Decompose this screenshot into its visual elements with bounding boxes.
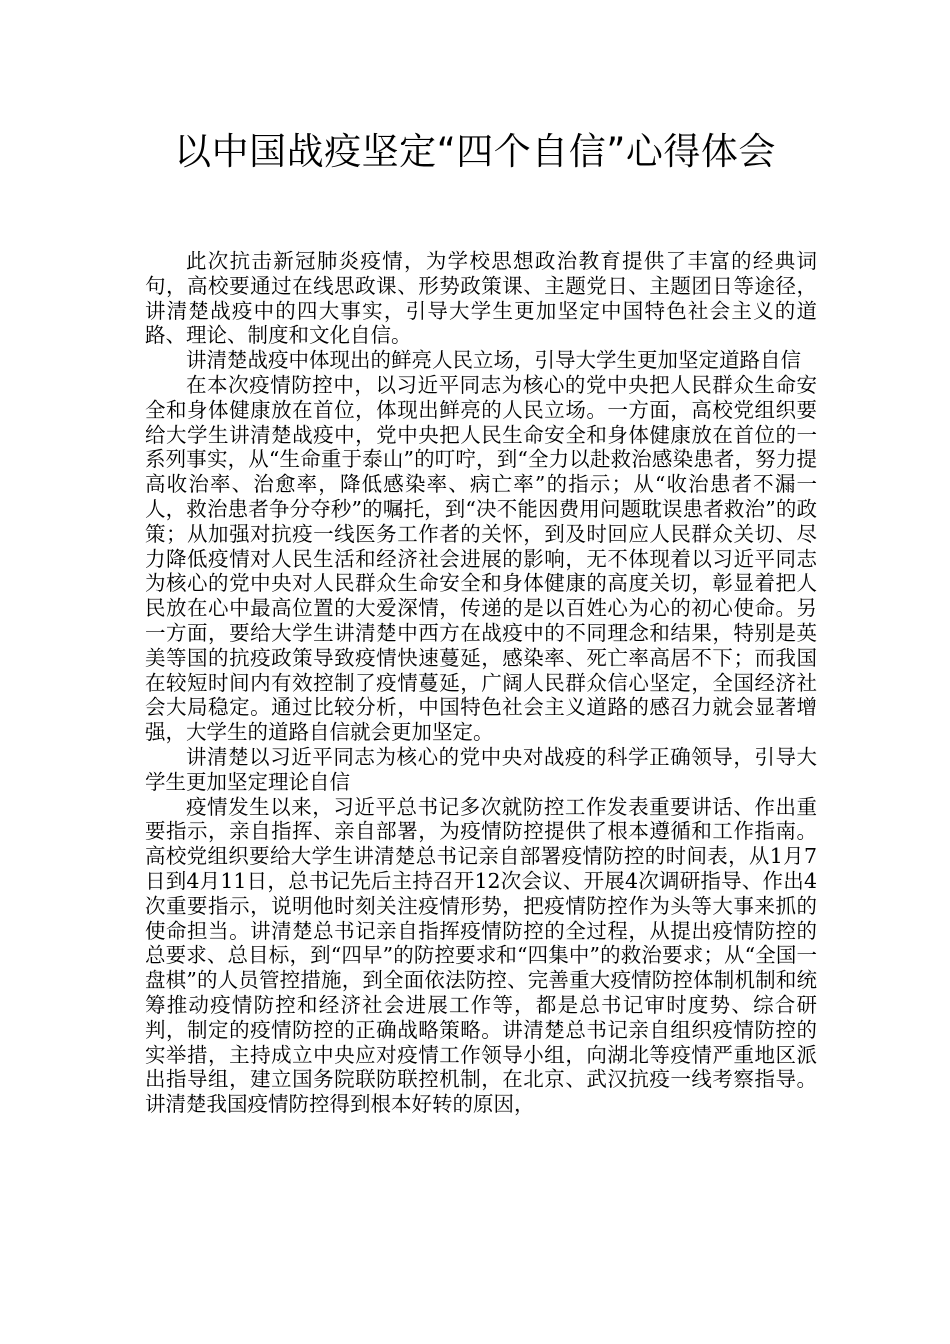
document-title: 以中国战疫坚定“四个自信”心得体会: [174, 130, 776, 173]
document-body: [145, 249, 817, 1117]
paragraph-intro: 此次抗击新冠肺炎疫情，为学校思想政治教育提供了丰富的经典词句，高校要通过在线思政课、形势政策课、主题党日、主题团日等途径，讲清楚战疫中的四大事实，引导大学生更加坚定中国特色社会主义的道路、理论、制度和文化自信。: [145, 249, 817, 348]
paragraph-people-stance: 在本次疫情防控中，以习近平同志为核心的党中央把人民群众生命安全和身体健康放在首位，体现出鲜亮的人民立场。一方面，高校党组织要给大学生讲清楚战疫中，党中央把人民生命安全和身体健康放在首位的一系列事实，从“生命重于泰山”的叮咛，到“全力以赴救治感染患者，努力提高收治率、治愈率，降低感染率、病亡率”的指示；从“收治患者不漏一人，救治患者争分夺秒”的嘱托，到“决不能因费用问题耽误患者救治”的政策；从加强对抗疫一线医务工作者的关怀，到及时回应人民群众关切、尽力降低疫情对人民生活和经济社会进展的影响，无不体现着以习近平同志为核心的党中央对人民群众生命安全和身体健康的高度关切，彰显着把人民放在心中最高位置的大爱深情，传递的是以百姓心为心的初心使命。另一方面，要给大学生讲清楚中西方在战疫中的不同理念和结果，特别是英美等国的抗疫政策导致疫情快速蔓延，感染率、死亡率高居不下；而我国在较短时间内有效控制了疫情蔓延，广阔人民群众信心坚定，全国经济社会大局稳定。通过比较分析，中国特色社会主义道路的感召力就会显著增强，大学生的道路自信就会更加坚定。: [145, 372, 817, 745]
section-heading-road-confidence: 讲清楚战疫中体现出的鲜亮人民立场，引导大学生更加坚定道路自信: [186, 348, 801, 373]
paragraph-leadership: 疫情发生以来，习近平总书记多次就防控工作发表重要讲话、作出重要指示，亲自指挥、亲自部署，为疫情防控提供了根本遵循和工作指南。高校党组织要给大学生讲清楚总书记亲自部署疫情防控的时间表，从1月7日到4月11日，总书记先后主持召开12次会议、开展4次调研指导、作出4次重要指示，说明他时刻关注疫情形势，把疫情防控作为头等大事来抓的使命担当。讲清楚总书记亲自指挥疫情防控的全过程，从提出疫情防控的总要求、总目标，到“四早”的防控要求和“四集中”的救治要求；从“全国一盘棋”的人员管控措施，到全面依法防控、完善重大疫情防控体制机制和统筹推动疫情防控和经济社会进展工作等，都是总书记审时度势、综合研判，制定的疫情防控的正确战略策略。讲清楚总书记亲自组织疫情防控的实举措，主持成立中央应对疫情工作领导小组，向湖北等疫情严重地区派出指导组，建立国务院联防联控机制，在北京、武汉抗疫一线考察指导。讲清楚我国疫情防控得到根本好转的原因，: [145, 794, 817, 1117]
section-heading-theory-confidence: 讲清楚以习近平同志为核心的党中央对战疫的科学正确领导，引导大学生更加坚定理论自信: [145, 744, 817, 794]
